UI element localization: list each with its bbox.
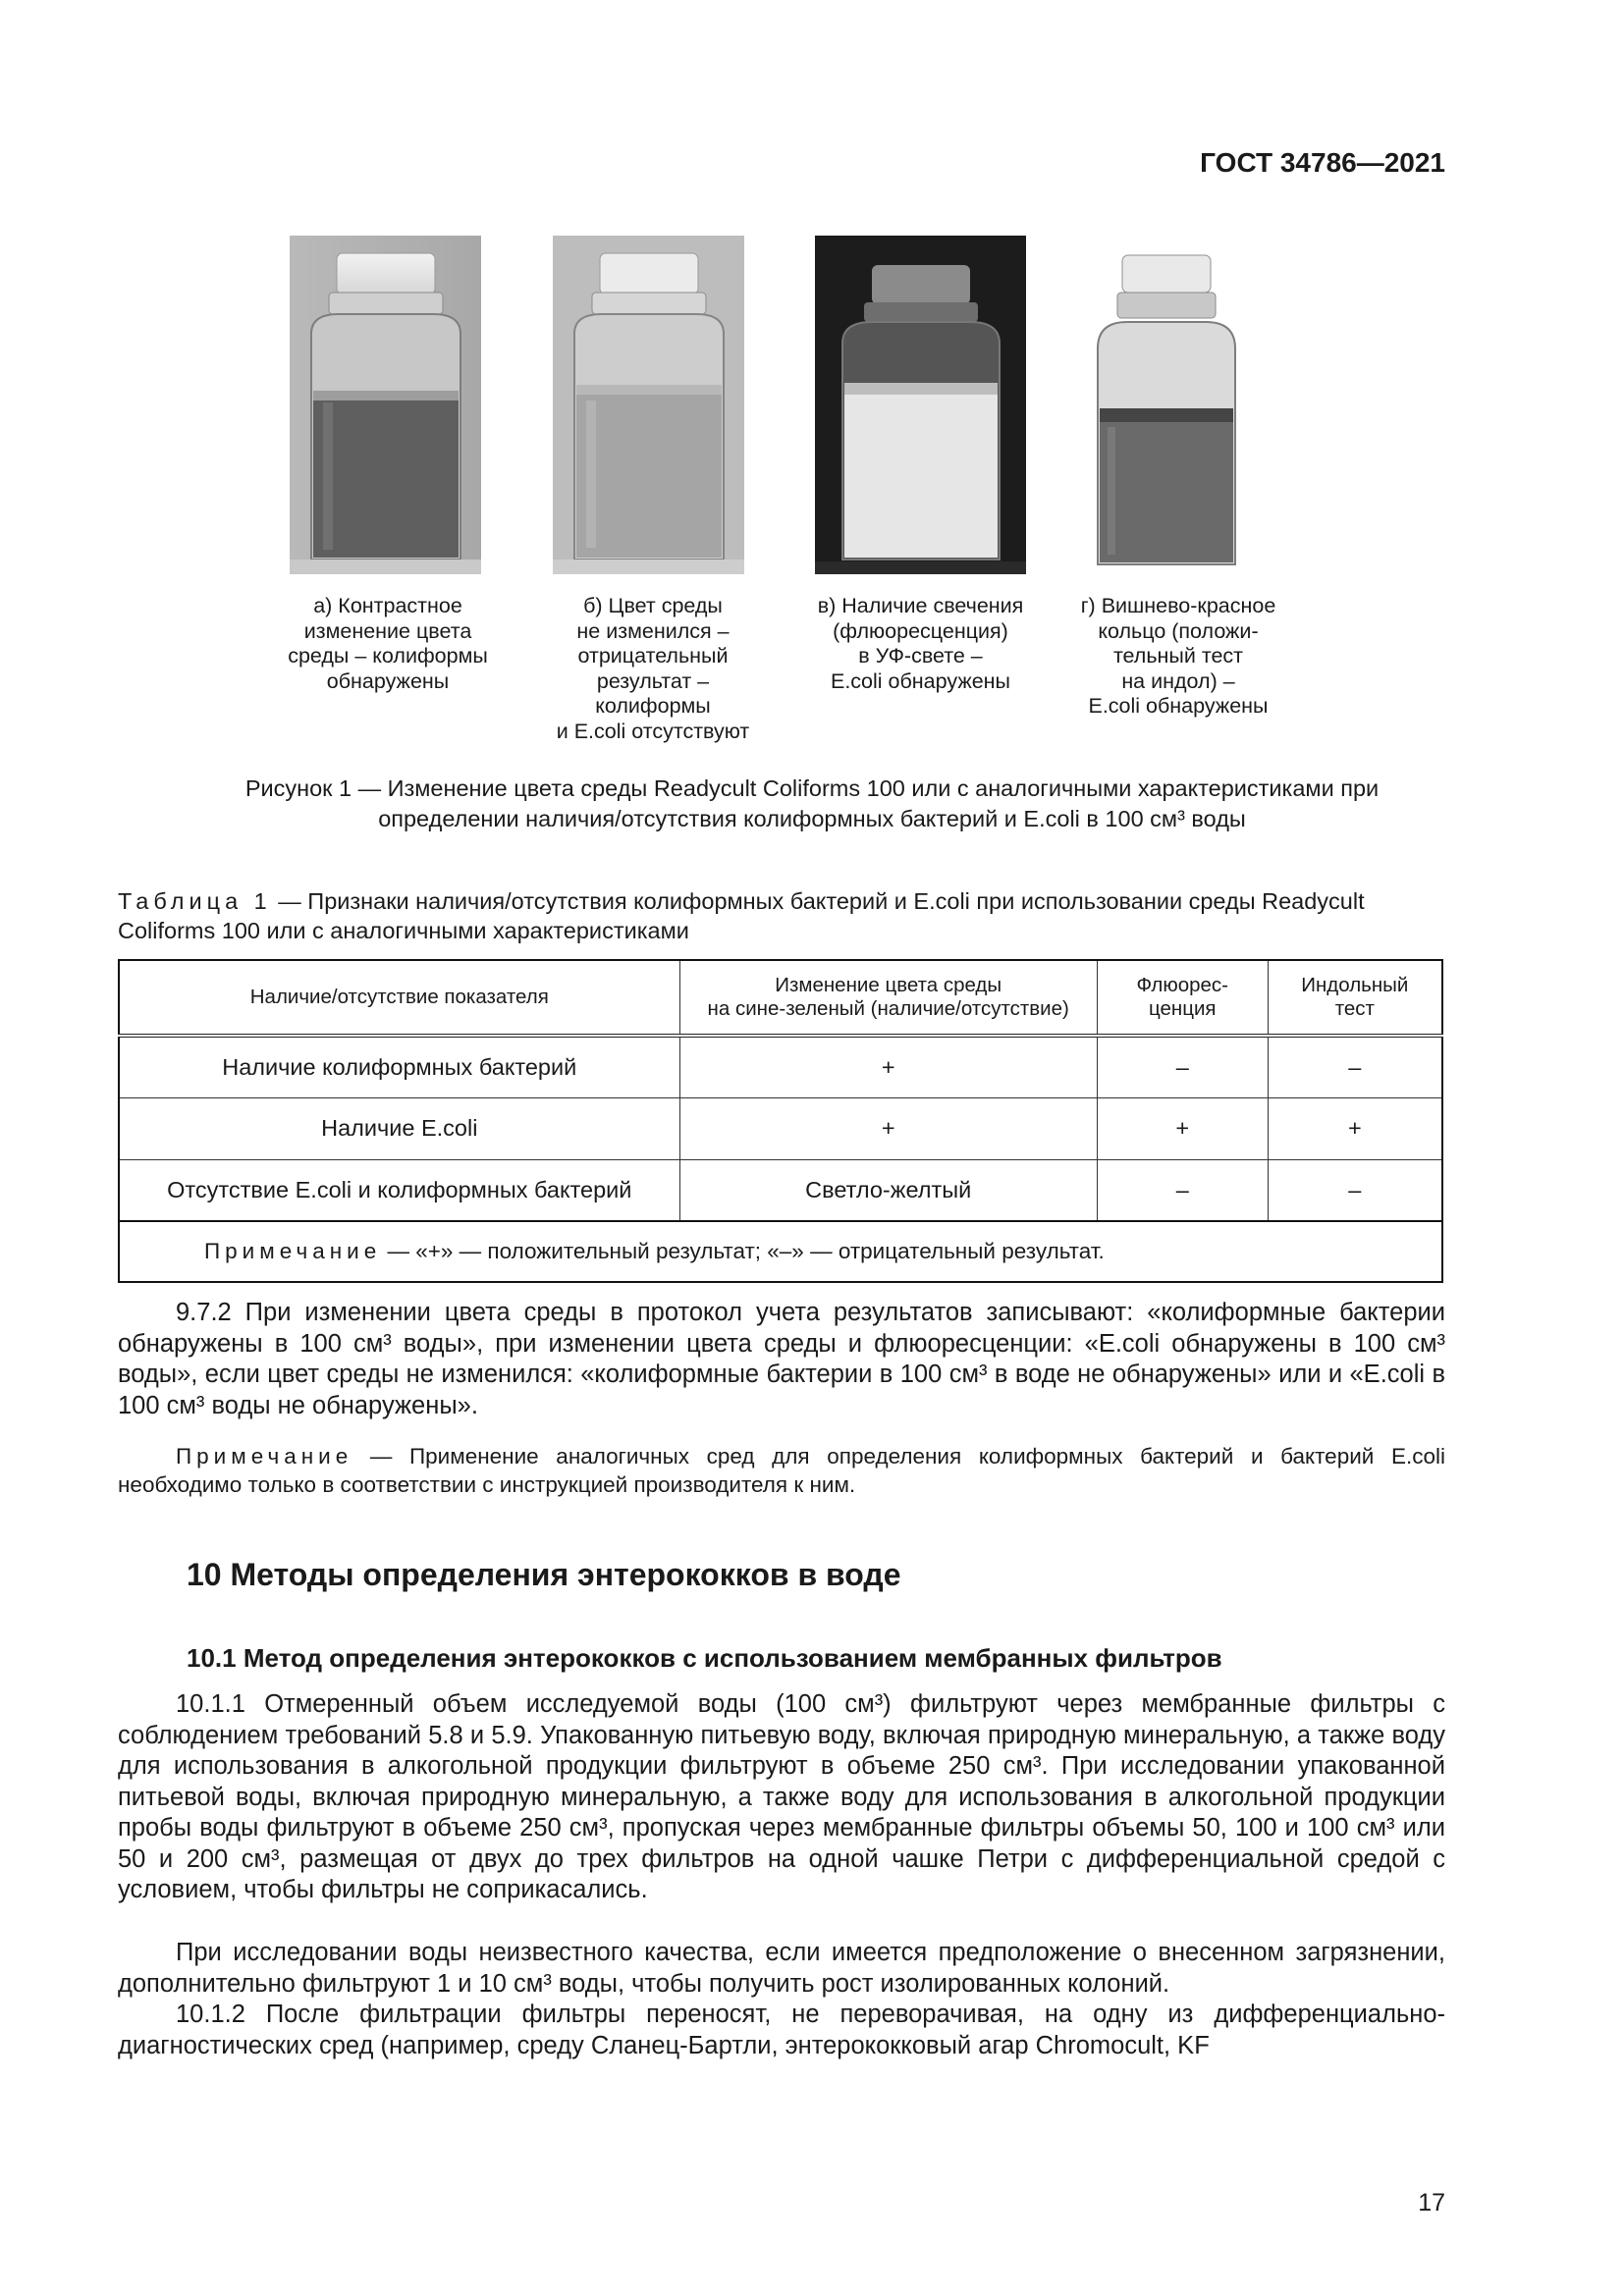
table-cell: + bbox=[1268, 1097, 1442, 1159]
table-header-color-change: Изменение цвета среды на сине-зеленый (наличие/отсутствие) bbox=[679, 960, 1097, 1036]
paragraph-10-1-1-cont: При исследовании воды неизвестного качества, если имеется предположение о внесенном загрязнении, дополнительно фильтруют 1 и 10 см³ воды, чтобы получить рост изолированных колоний. bbox=[118, 1939, 1445, 1998]
table-cell: – bbox=[1097, 1036, 1268, 1097]
photo-bottle-c bbox=[815, 236, 1026, 574]
table-cell: Светло-желтый bbox=[679, 1159, 1097, 1221]
paragraph-10-1-2: 10.1.2 После фильтрации фильтры переносят, не переворачивая, на одну из дифференциально-диагностических сред (например, среду Сланец-Бартли, энтерококковый агар Chromocult, KF bbox=[118, 2001, 1445, 2059]
table-label: Таблица 1 bbox=[118, 888, 272, 914]
photo-caption-a: а) Контрастное изменение цвета среды – колиформы обнаружены bbox=[288, 594, 488, 693]
table-row bbox=[119, 1036, 1442, 1097]
page-number: 17 bbox=[1418, 2189, 1445, 2216]
table-cell: Отсутствие E.coli и колиформных бактерий bbox=[119, 1159, 679, 1221]
table-cell: + bbox=[679, 1097, 1097, 1159]
table-header-fluorescence: Флюорес- ценция bbox=[1097, 960, 1268, 1036]
table-note-row bbox=[119, 1221, 1442, 1282]
table-cell: Наличие E.coli bbox=[119, 1097, 679, 1159]
table-row bbox=[119, 1097, 1442, 1159]
table-cell: Наличие колиформных бактерий bbox=[119, 1036, 679, 1097]
table-cell: – bbox=[1268, 1159, 1442, 1221]
table-header-indicator: Наличие/отсутствие показателя bbox=[119, 960, 679, 1036]
photo-caption-c: в) Наличие свечения (флюоресценция) в УФ-свете – E.coli обнаружены bbox=[817, 594, 1024, 693]
table-header-indole: Индольный тест bbox=[1268, 960, 1442, 1036]
note-label: Примечание bbox=[176, 1444, 353, 1468]
table-cell: – bbox=[1268, 1036, 1442, 1097]
photo-bottle-d bbox=[1088, 245, 1245, 584]
photo-caption-d: г) Вишнево-красное кольцо (положи- тельный тест на индол) – E.coli обнаружены bbox=[1080, 594, 1276, 718]
table-header-row bbox=[119, 960, 1442, 1036]
note-analog-media bbox=[118, 1442, 1445, 1499]
table-cell: + bbox=[679, 1036, 1097, 1097]
table-title bbox=[118, 886, 1449, 945]
table-title-text: — Признаки наличия/отсутствия колиформных бактерий и E.coli при использовании среды Readycult Coliforms 100 или с аналогичными характеристиками bbox=[118, 888, 1365, 943]
table-note bbox=[119, 1221, 1442, 1282]
table-cell: + bbox=[1097, 1097, 1268, 1159]
section-10-1-heading: 10.1 Метод определения энтерококков с использованием мембранных фильтров bbox=[187, 1643, 1222, 1673]
paragraph-10-1-1: 10.1.1 Отмеренный объем исследуемой воды (100 см³) фильтруют через мембранные фильтры с соблюдением требований 5.8 и 5.9. Упакованную питьевую воду, включая природную минеральную, а также воду для использования в алкогольной продукции фильтруют в объеме 250 см³. При исследовании упакованной питьевой воды, включая природную минеральную, а также воду для использования в алкогольной продукции пробы воды фильтруют в объеме 250 см³, пропуская через мембранные фильтры объемы 50, 100 и 100 см³ или 50 и 200 см³, размещая от двух до трех фильтров на одной чашке Петри с дифференциальной средой с условием, чтобы фильтры не соприкасались. bbox=[118, 1690, 1445, 1903]
photo-bottle-a bbox=[290, 236, 481, 574]
standard-number: ГОСТ 34786—2021 bbox=[1200, 147, 1445, 178]
table-row bbox=[119, 1159, 1442, 1221]
note-text: — Применение аналогичных сред для определения колиформных бактерий и бактерий E.coli необходимо только в соответствии с инструкцией производителя к ним. bbox=[118, 1444, 1445, 1497]
table-note-text: — «+» — положительный результат; «–» — отрицательный результат. bbox=[381, 1239, 1105, 1263]
photo-caption-b: б) Цвет среды не изменился – отрицательный результат – колиформы и E.coli отсутствуют bbox=[556, 594, 750, 743]
signs-table bbox=[118, 959, 1443, 1283]
paragraph-9-7-2: 9.7.2 При изменении цвета среды в протокол учета результатов записывают: «колиформные бактерии обнаружены в 100 см³ воды», при изменении цвета среды и флюоресценции: «E.coli обнаружены в 100 см³ воды», если цвет среды не изменился: «колиформные бактерии в 100 см³ в воде не обнаружены» или и «E.coli в 100 см³ воды не обнаружены». bbox=[118, 1299, 1445, 1419]
photo-bottle-b bbox=[553, 236, 744, 574]
table-note-label: Примечание bbox=[204, 1239, 382, 1263]
table-cell: – bbox=[1097, 1159, 1268, 1221]
figure-title: Рисунок 1 — Изменение цвета среды Readycult Coliforms 100 или с аналогичными характеристиками при определении наличия/отсутствия колиформных бактерий и E.coli в 100 см³ воды bbox=[244, 775, 1380, 831]
section-10-heading: 10 Методы определения энтерококков в воде bbox=[187, 1557, 901, 1592]
